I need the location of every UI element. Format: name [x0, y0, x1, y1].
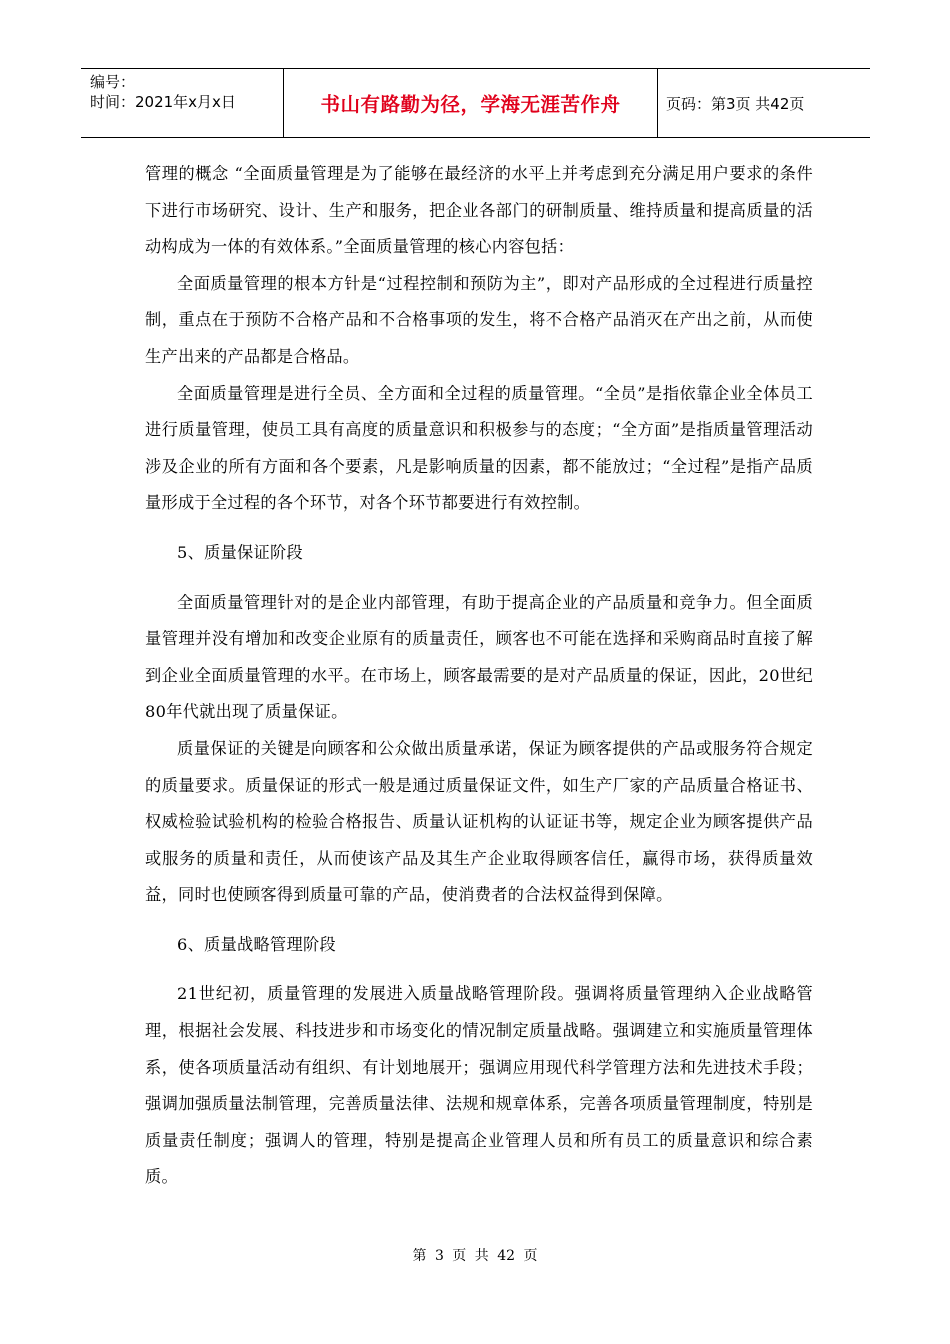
paragraph: 管理的概念 “全面质量管理是为了能够在最经济的水平上并考虑到充分满足用户要求的条件下进行市场研究、设计、生产和服务，把企业各部门的研制质量、维持质量和提高质量的活动构成为一体的有效体系。”全面质量管理的核心内容包括： — [145, 164, 813, 257]
document-date-label: 时间：2021年x月x日 — [90, 93, 236, 111]
paragraph: 质量保证的关键是向顾客和公众做出质量承诺，保证为顾客提供的产品或服务符合规定的质量要求。质量保证的形式一般是通过质量保证文件，如生产厂家的产品质量合格证书、权威检验试验机构的检验合格报告、质量认证机构的认证证书等，规定企业为顾客提供产品或服务的质量和责任，从而使该产品及其生产企业取得顾客信任，赢得市场，获得质量效益，同时也使顾客得到质量可靠的产品，使消费者的合法权益得到保障。 — [145, 738, 813, 905]
header-motto: 书山有路勤为径，学海无涯苦作舟 — [320, 93, 621, 116]
header-meta-cell — [81, 69, 284, 137]
document-number-label: 编号： — [90, 73, 136, 91]
page-header — [81, 68, 870, 138]
paragraph: 全面质量管理的根本方针是“过程控制和预防为主”，即对产品形成的全过程进行质量控制，重点在于预防不合格产品和不合格事项的发生，将不合格产品消灭在产出之前，从而使生产出来的产品都是合格品。 — [145, 273, 813, 366]
document-body — [145, 156, 813, 1196]
paragraph: 全面质量管理针对的是企业内部管理，有助于提高企业的产品质量和竞争力。但全面质量管理并没有增加和改变企业原有的质量责任，顾客也不可能在选择和采购商品时直接了解到企业全面质量管理的水平。在市场上，顾客最需要的是对产品质量的保证，因此，20世纪80年代就出现了质量保证。 — [145, 592, 813, 722]
section-heading-6: 6、质量战略管理阶段 — [177, 934, 336, 954]
page-footer: 第 3 页 共 42 页 — [412, 1248, 538, 1264]
paragraph: 21世纪初，质量管理的发展进入质量战略管理阶段。强调将质量管理纳入企业战略管理，根据社会发展、科技进步和市场变化的情况制定质量战略。强调建立和实施质量管理体系，使各项质量活动有组织、有计划地展开；强调应用现代科学管理方法和先进技术手段；强调加强质量法制管理，完善质量法律、法规和规章体系，完善各项质量管理制度，特别是质量责任制度；强调人的管理，特别是提高企业管理人员和所有员工的质量意识和综合素质。 — [145, 984, 813, 1187]
header-page-info-cell — [658, 69, 870, 137]
header-motto-cell — [284, 69, 658, 137]
paragraph: 全面质量管理是进行全员、全方面和全过程的质量管理。“全员”是指依靠企业全体员工进行质量管理，使员工具有高度的质量意识和积极参与的态度；“全方面”是指质量管理活动涉及企业的所有方面和各个要素，凡是影响质量的因素，都不能放过；“全过程”是指产品质量形成于全过程的各个环节，对各个环节都要进行有效控制。 — [145, 383, 813, 513]
header-page-info: 页码：第3页 共42页 — [666, 94, 805, 113]
section-heading-5: 5、质量保证阶段 — [177, 542, 304, 562]
